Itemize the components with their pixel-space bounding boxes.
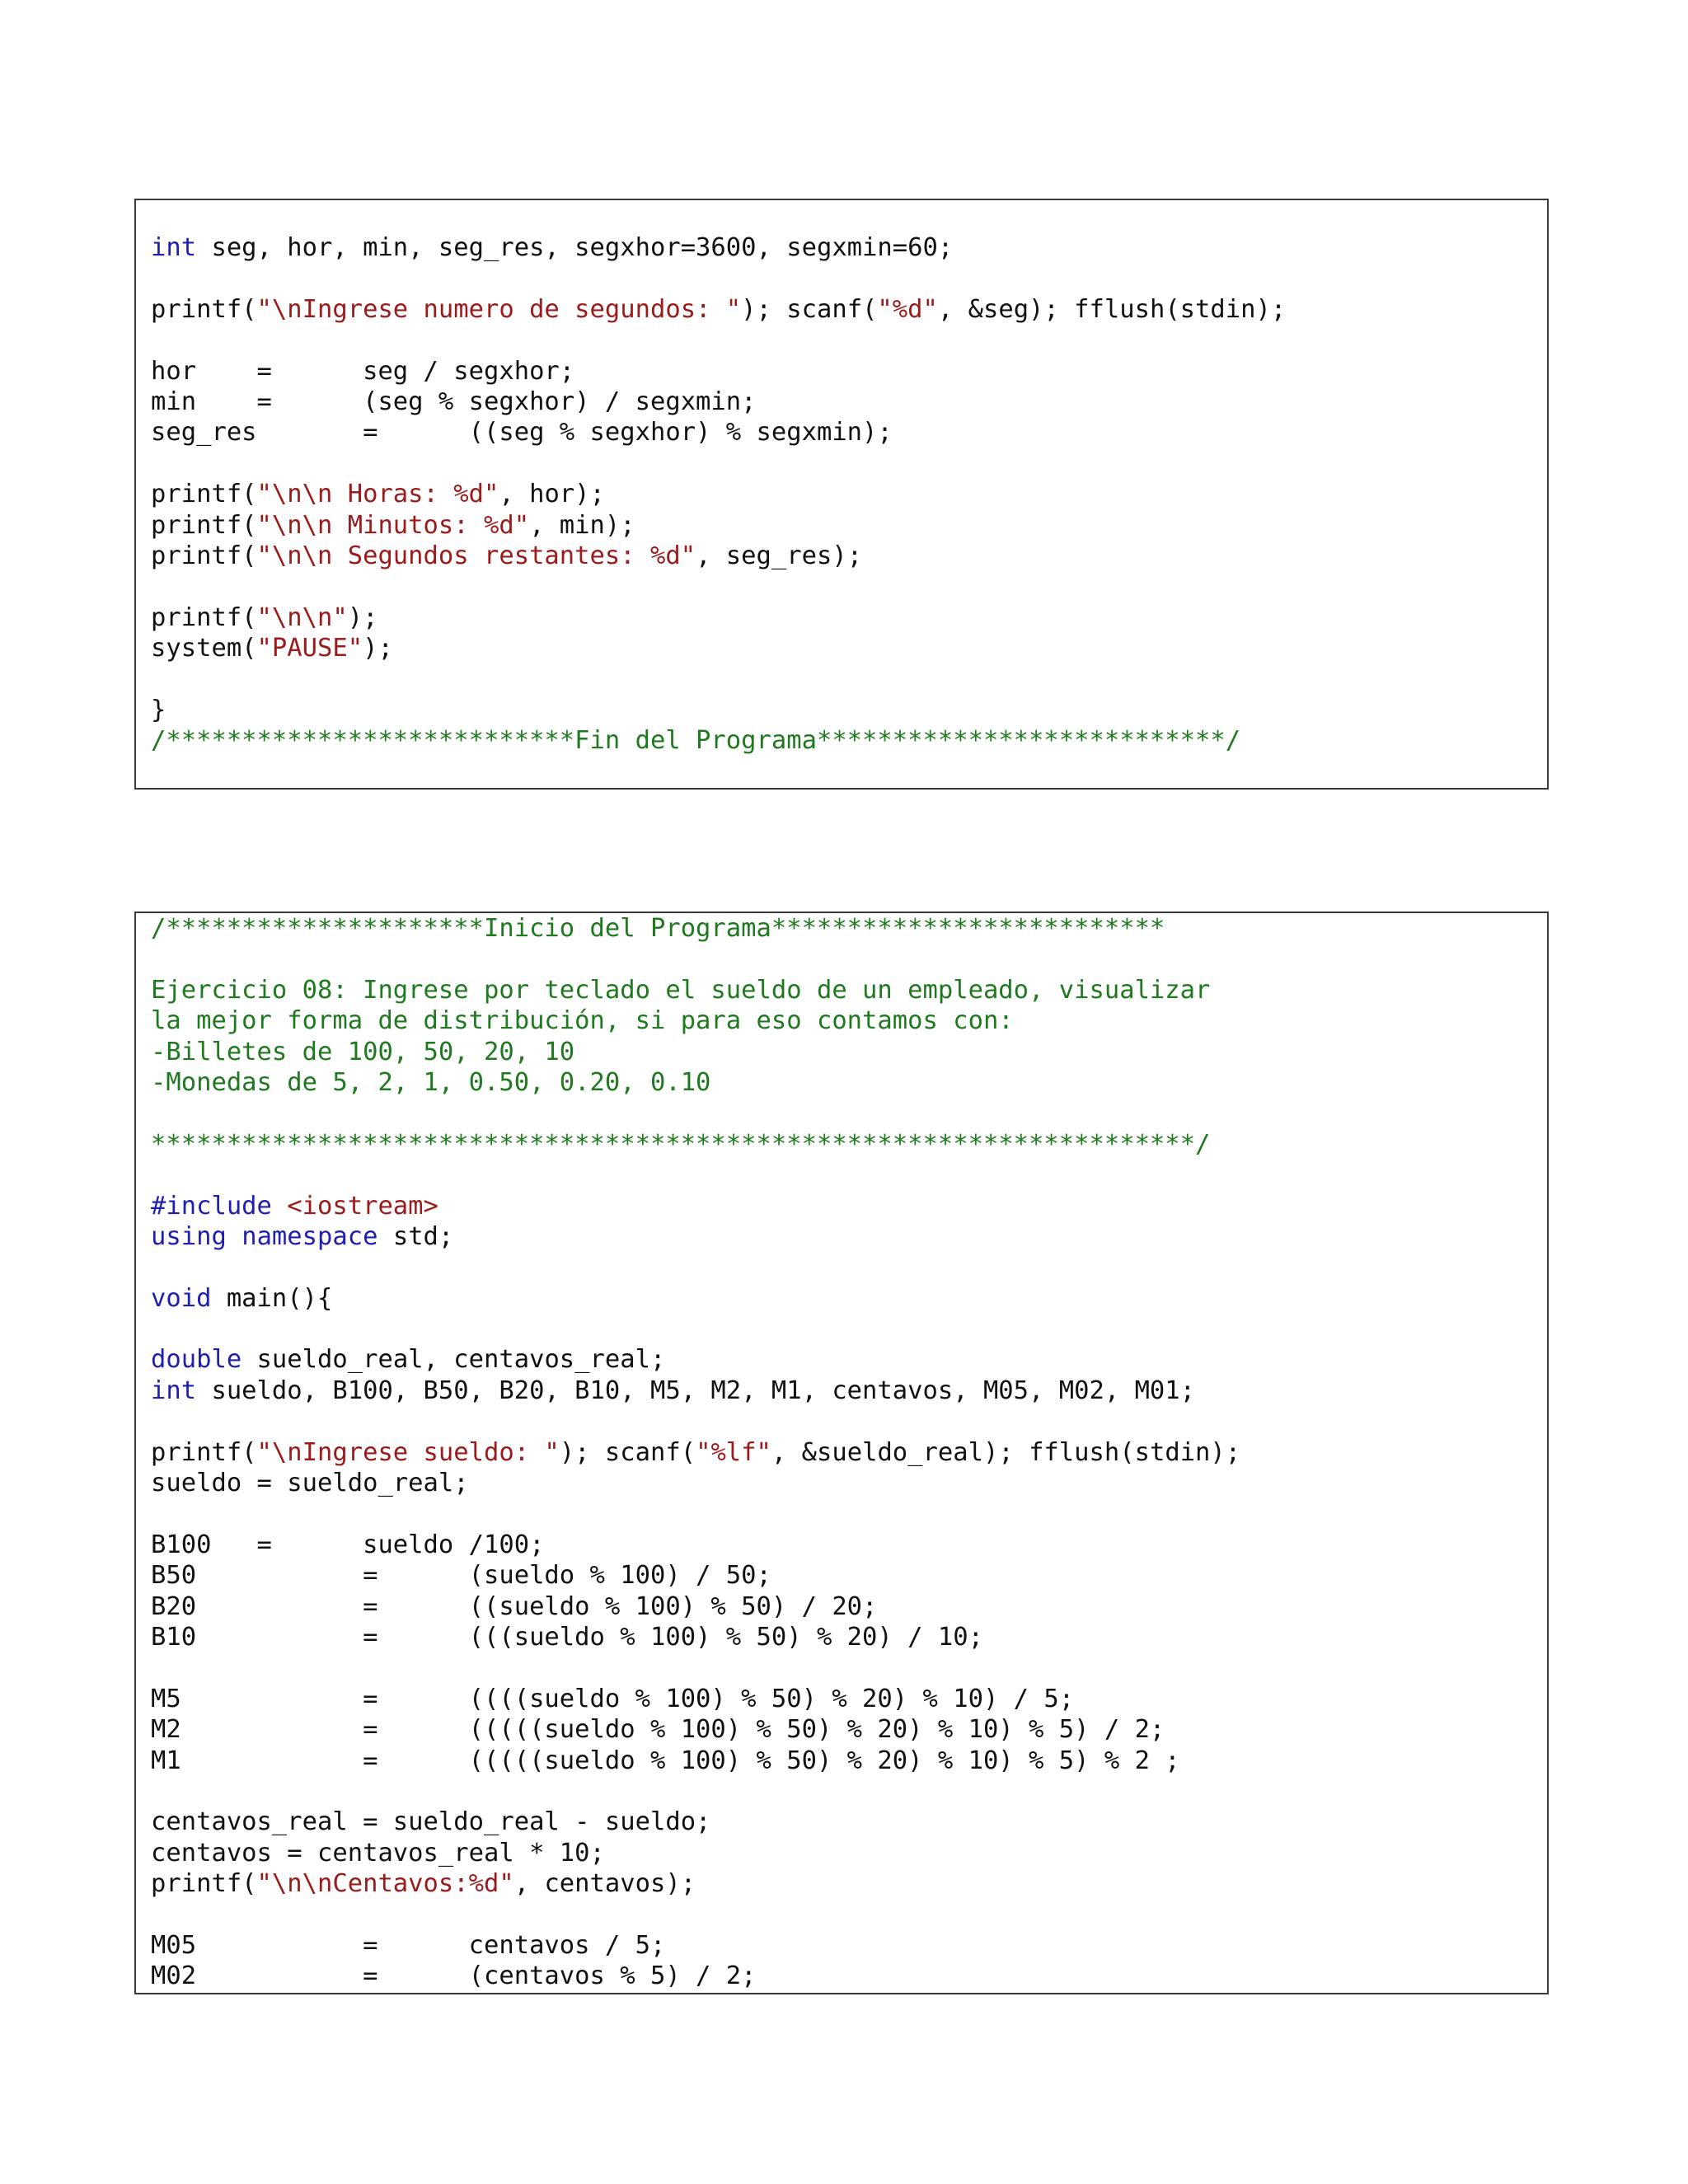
- code-token: hor = seg / segxhor;: [151, 356, 575, 386]
- code-token: printf(: [151, 1437, 257, 1467]
- code-line: [151, 1344, 1240, 1375]
- code-line: [151, 1838, 1240, 1868]
- code-line: [151, 1652, 1240, 1683]
- code-line: [151, 1776, 1240, 1807]
- code-token: printf(: [151, 510, 257, 540]
- code-token: -Monedas de 5, 2, 1, 0.50, 0.20, 0.10: [151, 1067, 711, 1097]
- code-line: [151, 356, 1286, 387]
- code-token: "\nIngrese sueldo: ": [256, 1437, 560, 1467]
- code-token: , centavos);: [513, 1869, 696, 1899]
- code-text: [151, 232, 1286, 757]
- code-token: "PAUSE": [256, 634, 363, 663]
- code-line: [151, 1252, 1240, 1282]
- code-line: [151, 1684, 1240, 1714]
- code-line: [151, 1498, 1240, 1529]
- code-token: , &sueldo_real); fflush(stdin);: [771, 1437, 1241, 1467]
- code-line: [151, 1005, 1240, 1036]
- code-line: [151, 417, 1286, 448]
- code-token: la mejor forma de distribución, si para eso contamos con:: [151, 1006, 1014, 1036]
- code-line: [151, 633, 1286, 663]
- code-token: seg, hor, min, seg_res, segxhor=3600, segxmin=60;: [196, 233, 954, 262]
- code-line: [151, 479, 1286, 509]
- code-token: );: [347, 602, 378, 632]
- code-line: [151, 325, 1286, 355]
- code-line: [151, 387, 1286, 417]
- code-line: [151, 1714, 1240, 1745]
- code-line: [151, 1037, 1240, 1067]
- code-token: <iostream>: [287, 1191, 438, 1221]
- code-line: [151, 1746, 1240, 1776]
- code-token: , hor);: [499, 480, 605, 509]
- code-token: "\n\n Segundos restantes: %d": [256, 541, 696, 570]
- code-token: centavos = centavos_real * 10;: [151, 1838, 605, 1868]
- code-token: int: [151, 1376, 197, 1405]
- code-token: "\nIngrese numero de segundos: ": [256, 294, 742, 324]
- code-line: [151, 1283, 1240, 1314]
- code-token: sueldo = sueldo_real;: [151, 1469, 469, 1498]
- code-line: [151, 725, 1286, 756]
- code-token: sueldo, B100, B50, B20, B10, M5, M2, M1, centavos, M05, M02, M01;: [196, 1376, 1196, 1405]
- code-token: B10 = (((sueldo % 100) % 50) % 20) / 10;: [151, 1622, 983, 1652]
- code-line: [151, 1622, 1240, 1652]
- code-line: [151, 510, 1286, 541]
- code-token: /*********************Inicio del Programa**************************: [151, 914, 1165, 943]
- code-line: [151, 1191, 1240, 1221]
- code-line: [151, 1067, 1240, 1098]
- code-line: [151, 1437, 1240, 1468]
- code-line: [151, 1930, 1240, 1961]
- code-line: [151, 263, 1286, 293]
- code-line: [151, 695, 1286, 725]
- code-token: M2 = (((((sueldo % 100) % 50) % 20) % 10) % 5) / 2;: [151, 1715, 1165, 1745]
- code-block-salary-distribution: [134, 912, 1549, 1994]
- code-token: B20 = ((sueldo % 100) % 50) / 20;: [151, 1591, 878, 1621]
- code-line: [151, 1530, 1240, 1560]
- code-token: M02 = (centavos % 5) / 2;: [151, 1961, 757, 1991]
- code-line: [151, 1868, 1240, 1899]
- code-token: printf(: [151, 294, 257, 324]
- code-line: [151, 1468, 1240, 1498]
- code-line: [151, 602, 1286, 633]
- code-token: min = (seg % segxhor) / segxmin;: [151, 387, 757, 416]
- code-line: [151, 448, 1286, 479]
- code-token: double: [151, 1345, 242, 1375]
- code-token: B50 = (sueldo % 100) / 50;: [151, 1561, 771, 1591]
- code-token: M1 = (((((sueldo % 100) % 50) % 20) % 10) % 5) % 2 ;: [151, 1746, 1180, 1775]
- code-token: "%d": [877, 294, 938, 324]
- code-line: [151, 913, 1240, 944]
- code-token: std;: [377, 1221, 454, 1251]
- code-token: Ejercicio 08: Ingrese por teclado el sueldo de un empleado, visualizar: [151, 975, 1211, 1005]
- code-line: [151, 1560, 1240, 1591]
- code-line: [151, 1900, 1240, 1930]
- code-line: [151, 1406, 1240, 1436]
- code-token: printf(: [151, 1869, 257, 1899]
- code-token: ); scanf(: [741, 294, 878, 324]
- code-token: centavos_real = sueldo_real - sueldo;: [151, 1807, 711, 1837]
- code-line: [151, 663, 1286, 694]
- code-token: , min);: [529, 510, 635, 540]
- code-line: [151, 1807, 1240, 1837]
- code-line: [151, 1129, 1240, 1160]
- code-token: "\n\nCentavos:%d": [256, 1869, 514, 1899]
- code-token: main(){: [211, 1283, 333, 1313]
- code-token: *********************************************************************/: [151, 1129, 1211, 1159]
- code-token: printf(: [151, 480, 257, 509]
- code-line: [151, 1098, 1240, 1128]
- code-line: [151, 294, 1286, 325]
- code-line: [151, 1376, 1240, 1406]
- code-token: );: [363, 634, 393, 663]
- code-token: #include: [151, 1191, 288, 1221]
- code-token: void: [151, 1283, 212, 1313]
- code-token: printf(: [151, 541, 257, 570]
- code-block-time-conversion: [134, 199, 1549, 790]
- code-token: int: [151, 233, 197, 262]
- code-token: -Billetes de 100, 50, 20, 10: [151, 1037, 575, 1066]
- code-token: "\n\n Minutos: %d": [256, 510, 530, 540]
- code-line: [151, 1160, 1240, 1190]
- code-token: sueldo_real, centavos_real;: [241, 1345, 666, 1375]
- code-token: system(: [151, 634, 257, 663]
- code-token: seg_res = ((seg % segxhor) % segxmin);: [151, 418, 893, 448]
- code-line: [151, 232, 1286, 263]
- code-line: [151, 944, 1240, 974]
- code-token: "%lf": [696, 1437, 771, 1467]
- code-line: [151, 1314, 1240, 1344]
- code-line: [151, 571, 1286, 602]
- code-line: [151, 1221, 1240, 1252]
- code-text: [151, 913, 1240, 1992]
- code-token: namespace: [241, 1221, 378, 1251]
- code-token: ); scanf(: [559, 1437, 696, 1467]
- code-token: printf(: [151, 602, 257, 632]
- code-token: }: [151, 695, 166, 724]
- code-token: [227, 1222, 241, 1251]
- code-token: "\n\n": [256, 602, 348, 632]
- code-token: , &seg); fflush(stdin);: [937, 294, 1287, 324]
- code-token: , seg_res);: [696, 541, 863, 570]
- code-line: [151, 541, 1286, 571]
- code-token: M05 = centavos / 5;: [151, 1930, 666, 1960]
- code-token: using: [151, 1221, 227, 1251]
- code-token: B100 = sueldo /100;: [151, 1530, 545, 1559]
- code-token: "\n\n Horas: %d": [256, 480, 499, 509]
- code-line: [151, 1961, 1240, 1991]
- code-token: /***************************Fin del Programa***************************/: [151, 726, 1241, 756]
- code-line: [151, 1591, 1240, 1622]
- code-line: [151, 975, 1240, 1005]
- code-token: M5 = ((((sueldo % 100) % 50) % 20) % 10) / 5;: [151, 1684, 1075, 1713]
